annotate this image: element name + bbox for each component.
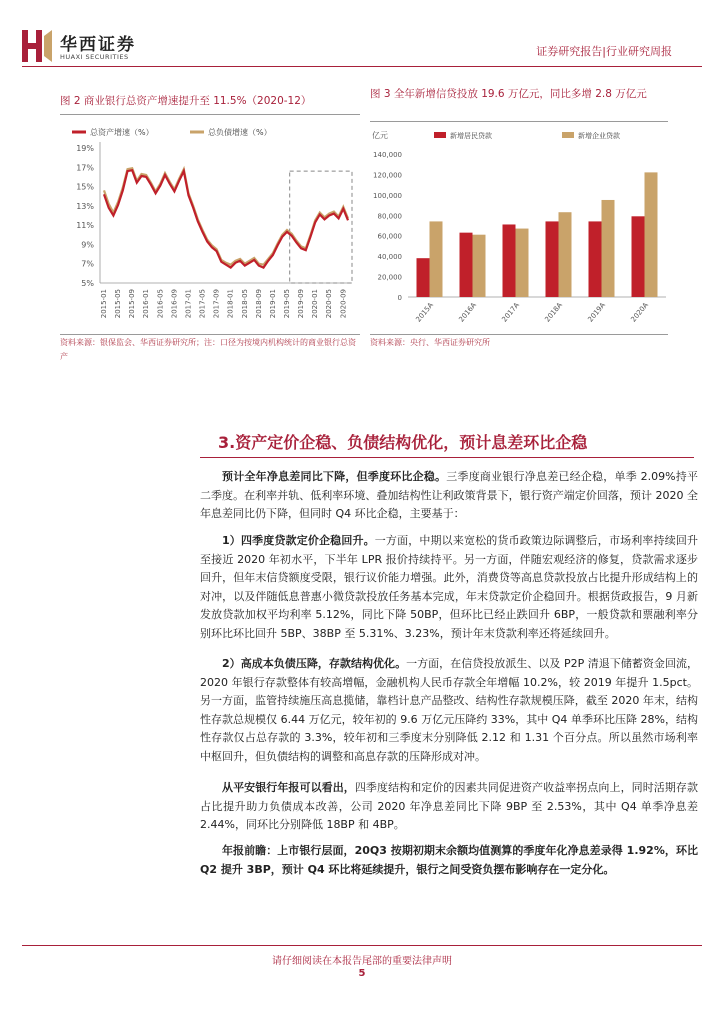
paragraph-2 xyxy=(200,532,698,643)
highlight-2020-box xyxy=(290,171,352,283)
x-tick-label: 2016-09 xyxy=(170,289,179,319)
paragraph-1 xyxy=(200,468,698,524)
paragraph-3 xyxy=(200,655,698,766)
legend-swatch-0 xyxy=(434,132,446,138)
series-line-0 xyxy=(104,170,348,267)
paragraph-3-lead: 2）高成本负债压降，存款结构优化。 xyxy=(222,657,407,670)
huaxi-logo-icon xyxy=(22,30,52,62)
y-tick-label: 0 xyxy=(397,294,402,302)
bar-2020A-1 xyxy=(645,172,658,297)
paragraph-2-lead: 1）四季度贷款定价企稳回升。 xyxy=(222,534,375,547)
legend-label-1: 总负债增速（%） xyxy=(208,128,272,137)
legend-label-0: 新增居民贷款 xyxy=(450,132,492,140)
y-tick-label: 80,000 xyxy=(377,212,402,221)
x-tick-label: 2016A xyxy=(457,301,479,324)
section-title: 3.资产定价企稳、负债结构优化，预计息差环比企稳 xyxy=(218,433,588,452)
x-tick-label: 2019-09 xyxy=(297,289,306,319)
y-tick-label: 13% xyxy=(76,201,94,211)
logo-text-cn: 华西证券 xyxy=(60,35,136,55)
x-tick-label: 2019-05 xyxy=(283,289,291,319)
logo-text-en: HUAXI SECURITIES xyxy=(60,53,129,61)
figure3-source: 资料来源：央行、华西证券研究所 xyxy=(370,338,490,347)
paragraph-1-text: 三季度商业银行净息差已经企稳，单季 2.09%持平二季度。在利率并轨、低利率环境、叠加结构性让利政策背景下，银行资产端定价回落，预计 2020 全年息差同比仍下降，但同时 Q4 环比企稳，主要基于： xyxy=(200,470,698,520)
x-tick-label: 2017-09 xyxy=(212,289,221,319)
x-tick-label: 2019A xyxy=(586,301,608,324)
bar-2016A-0 xyxy=(460,233,473,297)
series-line-1 xyxy=(104,168,348,264)
y-tick-label: 120,000 xyxy=(373,171,402,180)
x-tick-label: 2015A xyxy=(414,301,436,324)
paragraph-5-text: 上市银行层面，20Q3 按期初期末余额均值测算的季度年化净息差录得 1.92%，环比 Q2 提升 3BP，预计 Q4 环比将延续提升，银行之间受资负摆布影响存在一定分化。 xyxy=(200,844,698,876)
figure3-title-rule xyxy=(370,121,668,122)
figure2-title-rule xyxy=(60,114,360,115)
paragraph-4 xyxy=(200,779,698,835)
x-tick-label: 2017A xyxy=(500,301,522,324)
x-tick-label: 2018-05 xyxy=(240,289,249,319)
figure2-source-rule xyxy=(60,334,360,335)
x-tick-label: 2020-05 xyxy=(325,289,334,319)
x-tick-label: 2020A xyxy=(629,301,651,324)
figure3-title: 图 3 全年新增信贷投放 19.6 万亿元，同比多增 2.8 万亿元 xyxy=(370,88,647,100)
legend-label-0: 总资产增速（%） xyxy=(90,128,154,137)
x-tick-label: 2017-01 xyxy=(184,289,193,319)
y-tick-label: 5% xyxy=(81,279,94,288)
y-unit-label: 亿元 xyxy=(372,131,388,140)
figure2-title: 图 2 商业银行总资产增速提升至 11.5%（2020-12） xyxy=(60,95,312,107)
x-tick-label: 2017-05 xyxy=(198,289,207,319)
paragraph-5 xyxy=(200,842,698,879)
header-divider xyxy=(22,66,702,67)
y-tick-label: 15% xyxy=(76,182,94,192)
report-type: 证券研究报告|行业研究周报 xyxy=(536,45,672,58)
x-tick-label: 2018A xyxy=(543,301,565,324)
footer-disclaimer: 请仔细阅读在本报告尾部的重要法律声明 xyxy=(272,956,452,967)
x-tick-label: 2015-09 xyxy=(128,289,137,319)
x-tick-label: 2018-01 xyxy=(226,289,235,319)
bar-2020A-0 xyxy=(632,216,645,297)
paragraph-4-lead: 从平安银行年报可以看出， xyxy=(222,781,355,794)
bar-2018A-0 xyxy=(546,221,559,297)
y-tick-label: 140,000 xyxy=(373,151,402,159)
x-tick-label: 2019-01 xyxy=(268,289,277,319)
x-tick-label: 2016-01 xyxy=(142,289,151,319)
y-tick-label: 19% xyxy=(76,144,94,153)
x-tick-label: 2015-05 xyxy=(114,289,123,319)
paragraph-3-text: 一方面，在信贷投放派生、以及 P2P 清退下储蓄资金回流，2020 年银行存款整体有较高增幅，金融机构人民币存款全年增幅 10.2%，较 2019 年提升 1.5pct。另一方面，监管持续施压高息揽储，靠档计息产品整改、结构性存款规模压降，截至 2020 年末，结构性存款总规模仅 6.44 万亿元，较年初的 9.6 万亿元压降约 33%，其中 Q4 单季环比压降 28%，结构性存款仅占总存款的 3.3%，较年初和三季度末分别降低 2.12 和 1.31 个百分点。所以虽然市场利率中枢回升，但负债结构的调整和高息存款的压降形成对冲。 xyxy=(200,657,698,763)
y-tick-label: 7% xyxy=(81,259,94,269)
paragraph-4-text: 四季度结构和定价的因素共同促进资产收益率拐点向上，同时活期存款占比提升助力负债成本改善，公司 2020 年净息差同比下降 9BP 至 2.53%，其中 Q4 单季净息差 2.44%，同环比分别降低 18BP 和 4BP。 xyxy=(200,781,698,831)
y-tick-label: 17% xyxy=(76,163,94,173)
figure3-bar-chart xyxy=(370,124,670,334)
page-number: 5 xyxy=(358,968,366,979)
legend-swatch-1 xyxy=(562,132,574,138)
y-tick-label: 100,000 xyxy=(373,191,402,200)
bar-2019A-1 xyxy=(602,200,615,297)
paragraph-1-lead: 预计全年净息差同比下降，但季度环比企稳。 xyxy=(222,470,447,483)
figure3-source-rule xyxy=(370,334,668,335)
x-tick-label: 2020-09 xyxy=(339,289,348,319)
section-divider xyxy=(200,457,694,458)
x-tick-label: 2016-05 xyxy=(156,289,165,319)
figure2-source: 资料来源：银保监会、华西证券研究所；注：口径为按境内机构统计的商业银行总资产 xyxy=(60,338,356,361)
bar-2019A-0 xyxy=(589,221,602,297)
footer-divider xyxy=(22,945,702,946)
x-tick-label: 2015-01 xyxy=(100,289,108,319)
x-tick-label: 2020-01 xyxy=(311,289,320,319)
y-tick-label: 60,000 xyxy=(377,232,402,241)
x-tick-label: 2018-09 xyxy=(254,289,263,319)
paragraph-2-text: 一方面，中期以来宽松的货币政策边际调整后，市场利率持续回升至接近 2020 年初水平，下半年 LPR 报价持续持平。另一方面，伴随宏观经济的修复，贷款需求逐步回升，但年末信贷额度受限，银行议价能力增强。此外，消费贷等高息贷款投放占比提升形成结构上的对冲，以及伴随低息普惠小微贷款投放任务基本完成，年末贷款定价企稳回升。根据货政报告，9 月新发放贷款加权平均利率 5.12%，同比下降 50BP，但环比已经止跌回升 6BP，一般贷款和票融利率分别环比环比回升 5BP、38BP 至 5.31%、3.23%，预计年末贷款利率还将延续回升。 xyxy=(200,534,699,640)
bar-2017A-1 xyxy=(516,229,529,297)
paragraph-5-lead: 年报前瞻： xyxy=(222,844,278,857)
bar-2017A-0 xyxy=(503,224,516,297)
bar-2015A-0 xyxy=(417,258,430,297)
figure2-line-chart xyxy=(60,118,362,332)
bar-2015A-1 xyxy=(430,221,443,297)
y-tick-label: 11% xyxy=(76,221,94,231)
legend-label-1: 新增企业贷款 xyxy=(578,132,620,140)
bar-2016A-1 xyxy=(473,235,486,297)
y-tick-label: 40,000 xyxy=(377,253,402,262)
y-tick-label: 9% xyxy=(81,240,94,250)
bar-2018A-1 xyxy=(559,212,572,297)
y-tick-label: 20,000 xyxy=(377,273,402,282)
